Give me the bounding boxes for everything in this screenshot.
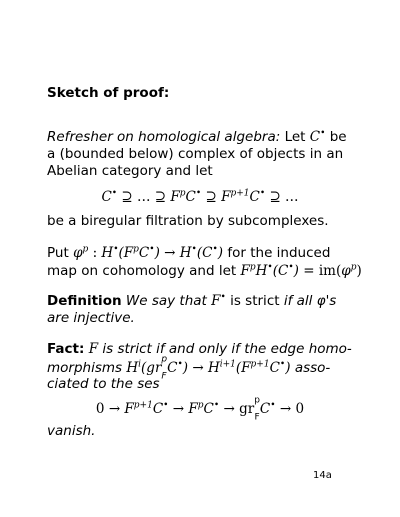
fact-line-5: vanish. (47, 423, 96, 439)
fact-line-3: ciated to the ses (47, 376, 160, 392)
refresher-line-2: a (bounded below) complex of objects in an (47, 146, 344, 162)
fact-line-2: morphisms $H^i(gr^p$ $_FC^•) \to H^{i+1}(F^{p+1}C^•)$ asso- (47, 354, 331, 382)
refresher-label: Refresher on homological algebra: (47, 129, 281, 145)
refresher-line-3: Abelian category and let (47, 163, 213, 179)
fact-line-1: Fact: F is strict if and only if the edge homo- (47, 341, 352, 357)
fact-label: Fact: (47, 341, 85, 357)
put-line-2: map on cohomology and let $F^pH^•(C^•) = im(\varphi^p)$ (47, 262, 362, 279)
definition-line-2: are injective. (47, 310, 135, 326)
definition-line-1: Definition We say that F• is strict if all φ's (47, 292, 337, 309)
complex-symbol: C• (309, 128, 326, 145)
definition-label: Definition (47, 293, 122, 309)
put-line-1: Put $\varphi^p$ : $H^•(F^pC^•) \to H^•(C^•)$ for the induced (47, 244, 331, 261)
ses-formula: $0 \to F^{p+1}C^• \to F^pC^• \to gr^p$ $_F$C• → 0 (95, 395, 305, 423)
page-number: 14a (313, 470, 332, 481)
filtration-formula: C• ⊇ … ⊇ $F^pC^•$ ⊇ $F^{p+1}C^•$ ⊇ … (101, 188, 299, 205)
refresher-line-1: Refresher on homological algebra: Let C• be (47, 128, 347, 145)
slide-title: Sketch of proof: (47, 85, 170, 101)
refresher-line-5: be a biregular filtration by subcomplexes. (47, 213, 329, 229)
